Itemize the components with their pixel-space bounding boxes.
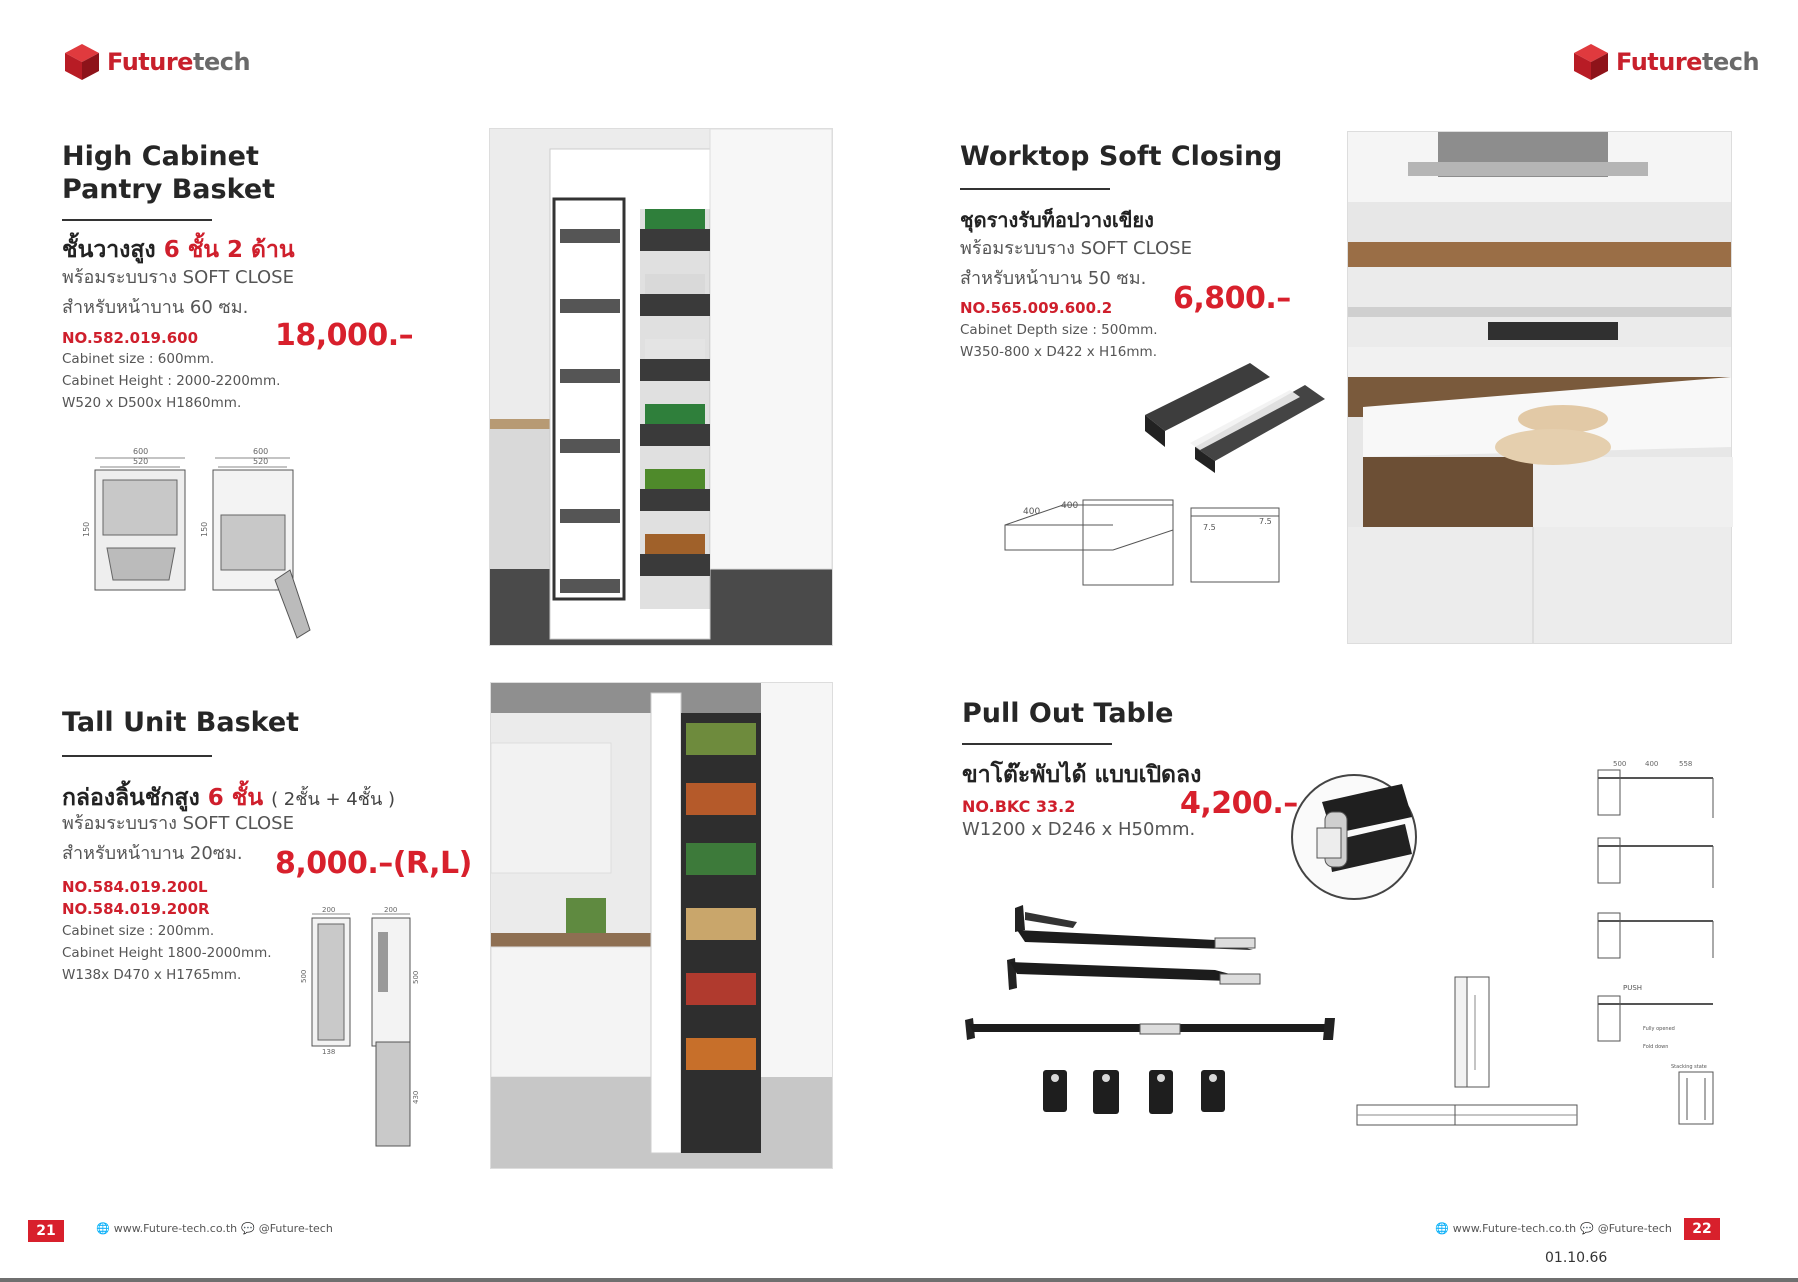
footer-website-text-right: www.Future-tech.co.th xyxy=(1452,1222,1577,1235)
footer-line-text-right: @Future-tech xyxy=(1597,1222,1672,1235)
pantry-thai-accent: 6 ชั้น 2 ด้าน xyxy=(163,237,295,263)
worktop-price: 6,800.– xyxy=(1173,281,1291,316)
table-price: 4,200.– xyxy=(1180,786,1298,821)
table-hinge-detail xyxy=(1287,772,1422,902)
pantry-for-size: สำหรับหน้าบาน 60 ซม. xyxy=(62,297,249,318)
chat-icon: 💬 xyxy=(1580,1222,1594,1235)
brand-logo-right xyxy=(1572,42,1759,82)
pantry-price: 18,000.– xyxy=(275,318,414,353)
worktop-feature: พร้อมระบบราง SOFT CLOSE xyxy=(960,238,1192,259)
tall-dim-430: 430 xyxy=(412,1090,420,1104)
tall-code-left: NO.584.019.200L xyxy=(62,878,208,896)
worktop-thai-heading: ชุดรางรับท็อปวางเขียง xyxy=(960,208,1154,232)
table-stacking-label: Stacking state xyxy=(1671,1064,1707,1070)
pantry-photo-illustration xyxy=(490,129,832,645)
tall-technical-diagram xyxy=(300,902,435,1162)
globe-icon: 🌐 xyxy=(96,1222,110,1235)
pantry-technical-diagram xyxy=(82,440,335,645)
table-dim-400: 400 xyxy=(1645,760,1659,768)
globe-icon: 🌐 xyxy=(1435,1222,1449,1235)
tall-dim-500-b: 500 xyxy=(412,970,420,984)
worktop-dim-400-a: 400 xyxy=(1023,507,1041,517)
worktop-dim-75-b: 7.5 xyxy=(1259,517,1272,526)
logo-text-gray: tech xyxy=(1701,48,1760,76)
pantry-title xyxy=(62,140,275,206)
logo-text-red: Future xyxy=(1616,48,1702,76)
worktop-for-size: สำหรับหน้าบาน 50 ซม. xyxy=(960,268,1147,289)
table-legs-image xyxy=(965,900,1340,1120)
worktop-title: Worktop Soft Closing xyxy=(960,141,1283,172)
table-push-label: PUSH xyxy=(1623,984,1643,992)
tall-photo-illustration xyxy=(491,683,832,1168)
table-dim-500: 500 xyxy=(1613,760,1627,768)
cube-logo-icon xyxy=(1572,42,1610,82)
pantry-spec-2: Cabinet Height : 2000-2200mm. xyxy=(62,373,281,389)
tall-spec-2: Cabinet Height 1800-2000mm. xyxy=(62,945,272,961)
print-date: 01.10.66 xyxy=(1545,1250,1608,1266)
tall-divider xyxy=(62,755,212,757)
tall-for-size: สำหรับหน้าบาน 20ซม. xyxy=(62,843,243,864)
pantry-code: NO.582.019.600 xyxy=(62,329,199,347)
brand-logo-left xyxy=(63,42,250,82)
footer-website-right[interactable] xyxy=(1435,1222,1576,1235)
worktop-code: NO.565.009.600.2 xyxy=(960,299,1113,317)
worktop-photo-illustration xyxy=(1348,132,1731,643)
pantry-spec-3: W520 x D500x H1860mm. xyxy=(62,395,242,411)
footer-line-left[interactable] xyxy=(241,1222,333,1235)
pantry-dim-600-b: 600 xyxy=(253,447,269,456)
table-thai-heading: ขาโต๊ะพับได้ แบบเปิดลง xyxy=(962,762,1202,788)
table-title: Pull Out Table xyxy=(962,698,1174,729)
table-step-diagrams xyxy=(1583,758,1723,1138)
tall-thai-accent: 6 ชั้น xyxy=(207,785,264,811)
worktop-rails-image xyxy=(1130,355,1345,475)
table-code: NO.BKC 33.2 xyxy=(962,797,1076,816)
table-divider xyxy=(962,743,1112,745)
bottom-edge xyxy=(0,1278,1798,1282)
worktop-spec-2: W350-800 x D422 x H16mm. xyxy=(960,344,1157,360)
table-fold-down-label: Fold down xyxy=(1643,1044,1669,1050)
tall-code-right: NO.584.019.200R xyxy=(62,900,210,918)
tall-dim-500-a: 500 xyxy=(300,969,308,983)
table-dim-558: 558 xyxy=(1679,760,1693,768)
pantry-dim-600: 600 xyxy=(133,447,149,456)
tall-spec-1: Cabinet size : 200mm. xyxy=(62,923,215,939)
tall-spec-3: W138x D470 x H1765mm. xyxy=(62,967,242,983)
table-spec-1: W1200 x D246 x H50mm. xyxy=(962,819,1196,840)
tall-dim-200-a: 200 xyxy=(322,906,336,914)
worktop-dim-400-b: 400 xyxy=(1061,501,1079,511)
tall-price: 8,000.–(R,L) xyxy=(275,846,472,881)
pantry-spec-1: Cabinet size : 600mm. xyxy=(62,351,215,367)
worktop-divider xyxy=(960,188,1110,190)
footer-line-right[interactable] xyxy=(1580,1222,1672,1235)
tall-dim-200-b: 200 xyxy=(384,906,398,914)
tall-title: Tall Unit Basket xyxy=(62,707,300,738)
pantry-dim-520-b: 520 xyxy=(253,457,269,466)
pantry-dim-150: 150 xyxy=(82,521,91,537)
pantry-title-line1: High Cabinet xyxy=(62,141,259,172)
table-fully-opened-label: Fully opened xyxy=(1643,1026,1675,1032)
logo-text-red: Future xyxy=(107,48,193,76)
tall-feature: พร้อมระบบราง SOFT CLOSE xyxy=(62,813,294,834)
tall-photo xyxy=(490,682,833,1169)
pantry-title-line2: Pantry Basket xyxy=(62,174,276,205)
worktop-dim-75-a: 7.5 xyxy=(1203,523,1216,532)
pantry-divider xyxy=(62,219,212,221)
cube-logo-icon xyxy=(63,42,101,82)
worktop-technical-diagram xyxy=(1003,490,1288,590)
page-number-right: 22 xyxy=(1684,1218,1720,1240)
pantry-dim-150-b: 150 xyxy=(200,521,209,537)
worktop-spec-1: Cabinet Depth size : 500mm. xyxy=(960,322,1158,338)
chat-icon: 💬 xyxy=(241,1222,255,1235)
pantry-dim-520: 520 xyxy=(133,457,149,466)
pantry-thai-main: ชั้นวางสูง xyxy=(62,237,156,263)
pantry-photo xyxy=(489,128,833,646)
worktop-photo xyxy=(1347,131,1732,644)
page-number-left: 21 xyxy=(28,1220,64,1242)
logo-text-gray: tech xyxy=(192,48,251,76)
footer-line-text-left: @Future-tech xyxy=(258,1222,333,1235)
tall-dim-138: 138 xyxy=(322,1048,336,1056)
footer-website-left[interactable] xyxy=(96,1222,237,1235)
table-technical-drawing xyxy=(1355,975,1585,1140)
pantry-feature: พร้อมระบบราง SOFT CLOSE xyxy=(62,267,294,288)
tall-thai-small: ( 2ชั้น + 4ชั้น ) xyxy=(271,789,396,810)
footer-website-text-left: www.Future-tech.co.th xyxy=(113,1222,238,1235)
tall-thai-main: กล่องลิ้นชักสูง xyxy=(62,785,200,811)
